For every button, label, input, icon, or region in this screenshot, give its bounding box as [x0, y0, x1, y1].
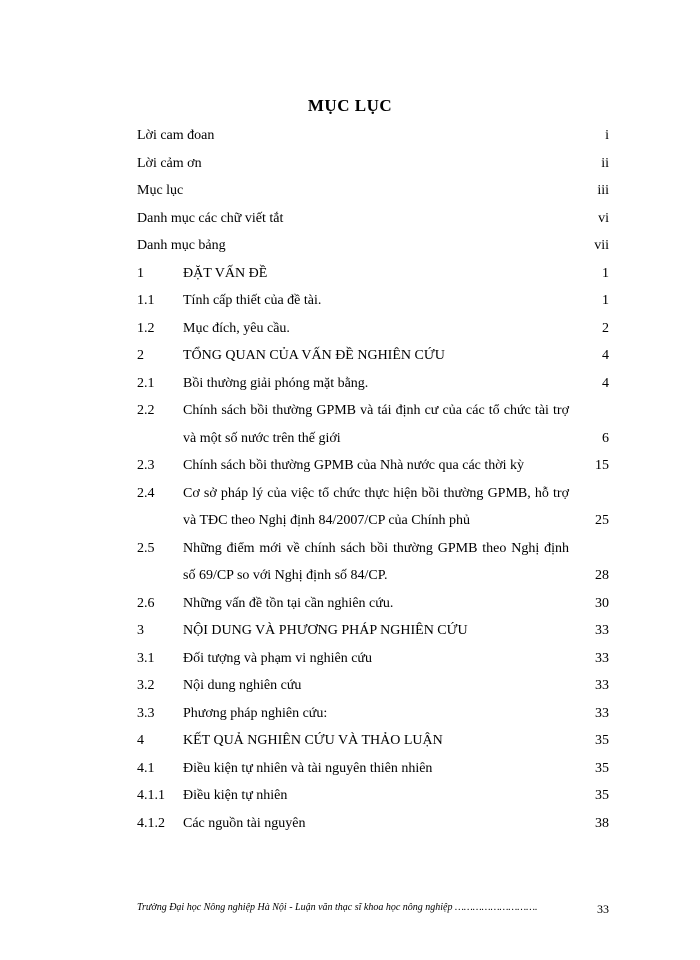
toc-entry-number: 4.1.2 — [137, 815, 165, 831]
toc-entry-title: Những vấn đề tồn tại cần nghiên cứu. — [183, 595, 394, 611]
toc-entry-page: 33 — [595, 650, 609, 666]
toc-entry-number: 2.1 — [137, 375, 155, 391]
toc-entry[interactable] — [137, 205, 609, 233]
toc-entry[interactable] — [137, 122, 609, 150]
footer-page-number: 33 — [597, 902, 609, 916]
toc-entry-title: Điều kiện tự nhiên — [183, 788, 288, 803]
toc-entry[interactable] — [137, 150, 609, 178]
toc-entry[interactable] — [137, 672, 609, 700]
toc-entry-title: TỔNG QUAN CỦA VẤN ĐỀ NGHIÊN CỨU — [183, 348, 445, 363]
toc-entry-number: 4 — [137, 733, 144, 748]
toc-entry-title: Bồi thường giải phóng mặt bằng. — [183, 375, 369, 391]
toc-entry-page: 33 — [595, 705, 609, 721]
toc-entry-page: 6 — [602, 430, 609, 446]
toc-entry-page: 35 — [595, 733, 609, 748]
toc-entry-number: 3.2 — [137, 678, 155, 693]
toc-entry[interactable] — [137, 397, 609, 452]
table-of-contents — [137, 122, 609, 837]
toc-entry-number: 2.6 — [137, 595, 155, 611]
toc-entry-title: Lời cam đoan — [137, 128, 215, 143]
toc-entry-title: Danh mục các chữ viết tắt — [137, 210, 284, 226]
toc-entry-title: Mục đích, yêu cầu. — [183, 320, 290, 336]
toc-entry-page: vi — [598, 210, 609, 226]
toc-entry[interactable] — [137, 260, 609, 288]
toc-entry-page: 2 — [602, 320, 609, 336]
toc-entry-page: 4 — [602, 348, 609, 363]
toc-entry[interactable] — [137, 700, 609, 728]
toc-entry-title: Điều kiện tự nhiên và tài nguyên thiên nhiên — [183, 760, 433, 776]
toc-entry-page: 25 — [595, 513, 609, 528]
toc-entry-number: 3.3 — [137, 705, 155, 721]
toc-entry-page: ii — [601, 155, 609, 171]
toc-entry-title: ĐẶT VẤN ĐỀ — [183, 265, 268, 281]
toc-entry-page: 1 — [602, 265, 609, 281]
toc-entry-page: 15 — [595, 458, 609, 473]
toc-entry-number: 3.1 — [137, 650, 155, 666]
toc-entry-page: 1 — [602, 293, 609, 308]
toc-entry-number: 2.2 — [137, 403, 155, 418]
toc-entry-page: vii — [594, 238, 609, 253]
toc-entry[interactable] — [137, 590, 609, 618]
toc-entry-title: Chính sách bồi thường GPMB của Nhà nước qua các thời kỳ — [183, 458, 525, 473]
toc-entry[interactable] — [137, 370, 609, 398]
toc-entry-title: Lời cảm ơn — [137, 155, 202, 171]
toc-entry-page: 4 — [602, 375, 609, 391]
toc-entry-title: Tính cấp thiết của đề tài. — [183, 293, 322, 308]
toc-entry-title: Các nguồn tài nguyên — [183, 815, 306, 831]
toc-entry-title: Mục lục — [137, 183, 184, 198]
toc-entry[interactable] — [137, 287, 609, 315]
page-title: MỤC LỤC — [307, 96, 393, 115]
page-footer — [137, 902, 609, 916]
toc-entry-title: Nội dung nghiên cứu — [183, 678, 302, 693]
toc-entry-title: Danh mục bảng — [137, 238, 226, 253]
toc-entry[interactable] — [137, 452, 609, 480]
toc-entry[interactable] — [137, 535, 609, 590]
toc-entry-page: 28 — [595, 568, 609, 583]
toc-entry-page: 35 — [595, 788, 609, 803]
toc-entry-title: Đối tượng và phạm vi nghiên cứu — [183, 650, 372, 666]
toc-entry-page: iii — [597, 183, 609, 198]
toc-entry[interactable] — [137, 727, 609, 755]
toc-entry[interactable] — [137, 617, 609, 645]
toc-entry-page: 38 — [595, 815, 609, 831]
toc-entry[interactable] — [137, 810, 609, 838]
toc-entry-number: 1 — [137, 265, 144, 281]
toc-entry[interactable] — [137, 232, 609, 260]
toc-entry-page: i — [605, 128, 609, 143]
toc-entry-number: 1.1 — [137, 293, 155, 308]
toc-entry-number: 2.5 — [137, 540, 155, 556]
toc-entry-number: 2 — [137, 348, 144, 363]
toc-entry-number: 2.3 — [137, 458, 155, 473]
toc-entry[interactable] — [137, 480, 609, 535]
toc-entry[interactable] — [137, 342, 609, 370]
toc-entry[interactable] — [137, 177, 609, 205]
toc-entry[interactable] — [137, 315, 609, 343]
toc-entry[interactable] — [137, 755, 609, 783]
toc-entry-page: 33 — [595, 678, 609, 693]
toc-entry-number: 4.1 — [137, 760, 155, 776]
toc-entry[interactable] — [137, 782, 609, 810]
toc-entry-number: 2.4 — [137, 485, 155, 501]
toc-entry-page: 35 — [595, 760, 609, 776]
footer-text: Trường Đại học Nông nghiệp Hà Nội - Luận văn thạc sĩ khoa học nông nghiệp ………………………. — [137, 902, 538, 913]
toc-entry-number: 4.1.1 — [137, 788, 165, 803]
toc-entry-title: Phương pháp nghiên cứu: — [183, 705, 328, 721]
toc-entry-title: Cơ sở pháp lý của việc tổ chức thực hiện bồi thường GPMB, hỗ trợ và TĐC theo Nghị định 84/2007/CP của Chính phủ — [183, 485, 569, 528]
toc-entry[interactable] — [137, 645, 609, 673]
toc-entry-page: 30 — [595, 595, 609, 611]
toc-entry-title: NỘI DUNG VÀ PHƯƠNG PHÁP NGHIÊN CỨU — [183, 623, 468, 638]
toc-entry-number: 3 — [137, 623, 144, 638]
toc-entry-title: KẾT QUẢ NGHIÊN CỨU VÀ THẢO LUẬN — [183, 733, 443, 748]
toc-entry-title: Những điểm mới về chính sách bồi thường GPMB theo Nghị định số 69/CP so với Nghị định số 84/CP. — [183, 540, 569, 583]
toc-entry-page: 33 — [595, 623, 609, 638]
toc-entry-number: 1.2 — [137, 320, 155, 336]
toc-entry-title: Chính sách bồi thường GPMB và tái định cư của các tổ chức tài trợ và một số nước trên thế giới — [183, 403, 569, 446]
